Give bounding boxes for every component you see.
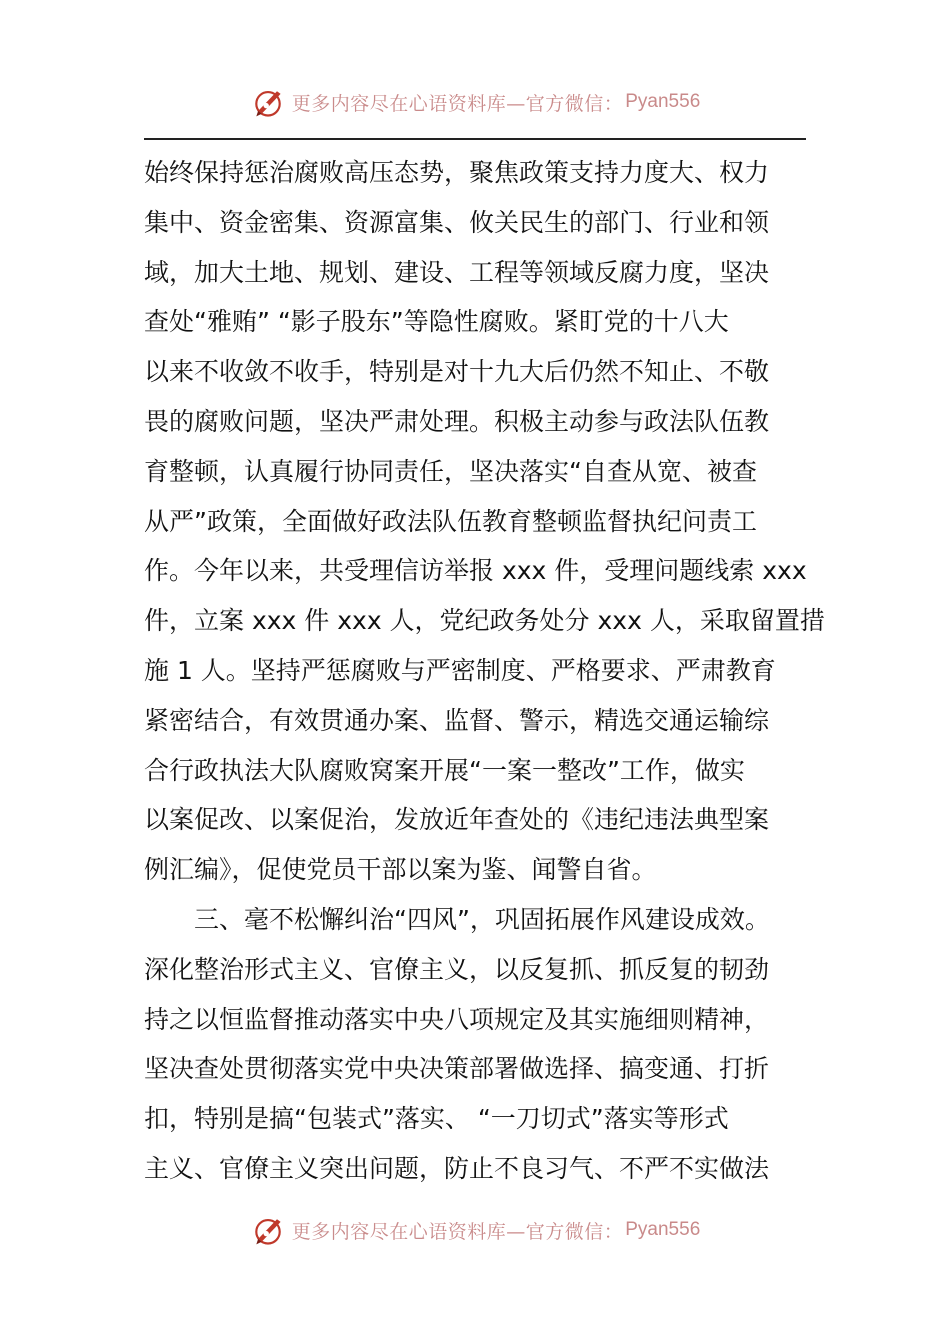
text-line: 域，加大土地、规划、建设、工程等领域反腐力度，坚决 xyxy=(144,257,770,287)
text-line: 以案促改、以案促治，发放近年查处的《违纪违法典型案 xyxy=(144,805,770,835)
header-watermark xyxy=(0,82,950,122)
text-line: 合行政执法大队腐败窝案开展“一案一整改”工作，做实 xyxy=(144,755,745,785)
text-line: 集中、资金密集、资源富集、攸关民生的部门、行业和领 xyxy=(144,207,770,237)
text-line: 深化整治形式主义、官僚主义，以反复抓、抓反复的韧劲 xyxy=(144,954,770,984)
text-line: 畏的腐败问题，坚决严肃处理。积极主动参与政法队伍教 xyxy=(144,406,770,436)
text-line: 育整顿，认真履行协同责任，坚决落实“自查从宽、被查 xyxy=(144,456,757,486)
watermark-text: 更多内容尽在心语资料库—官方微信： xyxy=(291,1220,624,1243)
text-line: 紧密结合，有效贯通办案、监督、警示，精选交通运输综 xyxy=(144,705,770,735)
pen-circle-logo-icon xyxy=(250,1212,286,1248)
header-divider xyxy=(144,138,806,140)
text-line: 例汇编》，促使党员干部以案为鉴、闻警自省。 xyxy=(144,855,657,885)
text-line: 持之以恒监督推动落实中央八项规定及其实施细则精神， xyxy=(144,1004,770,1034)
text-line: 主义、官僚主义突出问题，防止不良习气、不严不实做法 xyxy=(144,1153,770,1183)
text-line: 以来不收敛不收手，特别是对十九大后仍然不知止、不敬 xyxy=(144,357,770,387)
text-line: 件，立案 xxx 件 xxx 人，党纪政务处分 xxx 人，采取留置措 xyxy=(144,606,825,636)
text-line: 施 1 人。坚持严惩腐败与严密制度、严格要求、严肃教育 xyxy=(144,655,776,685)
watermark-text: 更多内容尽在心语资料库—官方微信： xyxy=(291,92,624,115)
footer-watermark xyxy=(0,1210,950,1250)
text-line: 扣，特别是搞“包装式”落实、 “一刀切式”落实等形式 xyxy=(144,1104,729,1134)
text-line: 坚决查处贯彻落实党中央决策部署做选择、搞变通、打折 xyxy=(144,1054,770,1084)
pen-circle-logo-icon xyxy=(250,84,286,120)
document-body xyxy=(144,148,824,1194)
watermark-wechat-id: Pyan556 xyxy=(625,1219,701,1240)
watermark-wechat-id: Pyan556 xyxy=(625,91,701,112)
section-heading: 三、毫不松懈纠治“四风”，巩固拓展作风建设成效。 xyxy=(194,904,770,934)
text-line: 查处“雅贿” “影子股东”等隐性腐败。紧盯党的十八大 xyxy=(144,307,729,337)
text-line: 作。今年以来，共受理信访举报 xxx 件，受理问题线索 xxx xyxy=(144,556,807,586)
text-line: 始终保持惩治腐败高压态势，聚焦政策支持力度大、权力 xyxy=(144,158,770,187)
text-line: 从严”政策，全面做好政法队伍教育整顿监督执纪问责工 xyxy=(144,506,757,536)
